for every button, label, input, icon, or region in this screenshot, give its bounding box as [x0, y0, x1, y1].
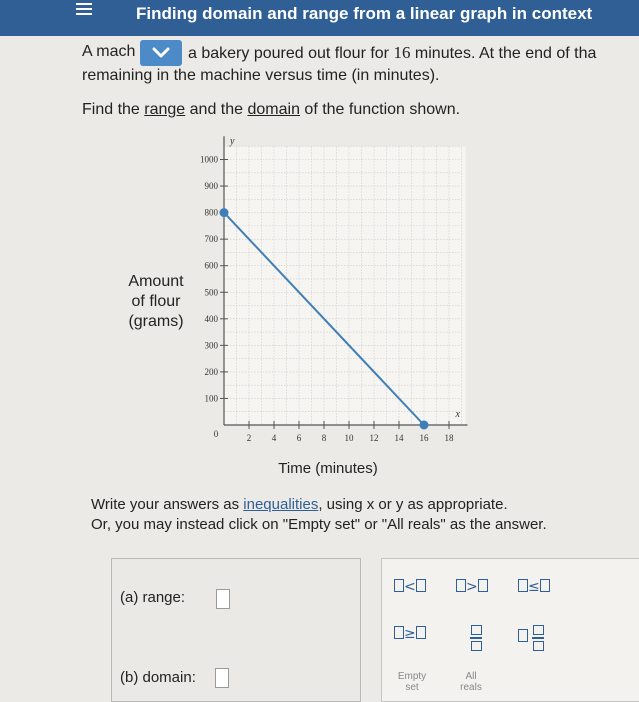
empty-set-label-2: set: [405, 682, 419, 693]
empty-set-button[interactable]: [394, 671, 430, 693]
y-tick-label: 900: [204, 181, 218, 192]
y-tick-label: 100: [204, 393, 218, 404]
y-tick-label: 700: [204, 234, 218, 245]
fraction-button[interactable]: [470, 625, 482, 651]
all-reals-label-2: reals: [460, 682, 482, 693]
x-tick-label: 4: [271, 433, 277, 443]
page-title: Finding domain and range from a linear graph in context: [136, 4, 593, 23]
problem-line-2: remaining in the machine versus time (in minutes).: [82, 67, 440, 84]
mixed-number-fraction-part: [532, 625, 544, 651]
x-tick-label: 8: [321, 433, 327, 443]
y-axis-title-line: (grams): [128, 313, 184, 330]
y-tick-label: 1000: [200, 154, 218, 165]
series-endpoint: [220, 208, 229, 217]
x-tick-label: 14: [394, 433, 404, 443]
answer-instructions-pre: Write your answers as: [91, 496, 240, 513]
x-axis-letter: x: [455, 409, 460, 420]
answer-box: [111, 558, 361, 702]
y-axis-title-line: Amount: [128, 273, 184, 290]
all-reals-label: All: [465, 671, 477, 682]
range-input[interactable]: [216, 589, 230, 609]
range-label: (a) range:: [120, 589, 186, 606]
x-tick-label: 2: [246, 433, 252, 443]
x-tick-label: 6: [296, 433, 302, 443]
domain-term-link[interactable]: domain: [247, 101, 300, 118]
inequalities-link[interactable]: inequalities: [243, 496, 319, 513]
answer-instructions-line-1: [91, 496, 508, 513]
instruction-post: of the function shown.: [304, 101, 461, 118]
plot-area: [224, 146, 466, 425]
greater-than-button[interactable]: >: [456, 579, 488, 595]
symbol-palette: [381, 558, 639, 702]
empty-set-label: Empty: [397, 671, 427, 682]
y-axis-letter: y: [230, 136, 235, 148]
answer-instructions-post: , using x or y as appropriate.: [318, 496, 508, 513]
y-tick-label: 800: [204, 207, 218, 218]
range-term-link[interactable]: range: [144, 101, 186, 118]
mixed-number-button[interactable]: [518, 627, 528, 643]
domain-input[interactable]: [215, 668, 229, 688]
y-tick-label: 300: [204, 340, 218, 351]
minutes-value: 16: [393, 43, 411, 62]
domain-label: (b) domain:: [120, 669, 196, 686]
greater-or-equal-button[interactable]: ≥: [394, 626, 426, 642]
x-tick-label: 10: [344, 433, 354, 443]
problem-line-1-start: A mach: [82, 43, 136, 60]
y-tick-label: 500: [204, 287, 218, 298]
y-tick-label: 200: [204, 366, 218, 377]
x-axis-title: Time (minutes): [278, 460, 378, 477]
origin-label: 0: [213, 429, 219, 439]
y-axis-title-line: of flour: [131, 293, 181, 310]
less-than-button[interactable]: <: [394, 579, 426, 595]
instruction-pre: Find the: [82, 101, 140, 118]
problem-line-1-rest: a bakery poured out flour for: [188, 45, 390, 62]
x-tick-label: 16: [419, 433, 429, 443]
instruction-and: and the: [189, 101, 244, 118]
less-or-equal-button[interactable]: ≤: [518, 579, 550, 595]
y-tick-label: 400: [204, 313, 218, 324]
problem-line-1-end: minutes. At the end of tha: [414, 45, 597, 62]
answer-instructions-line-2: Or, you may instead click on "Empty set" or "All reals" as the answer.: [91, 516, 547, 533]
y-tick-label: 600: [204, 260, 218, 271]
x-tick-label: 18: [444, 433, 454, 443]
series-endpoint: [420, 421, 429, 430]
all-reals-button[interactable]: [456, 671, 486, 693]
x-tick-label: 12: [369, 433, 379, 443]
